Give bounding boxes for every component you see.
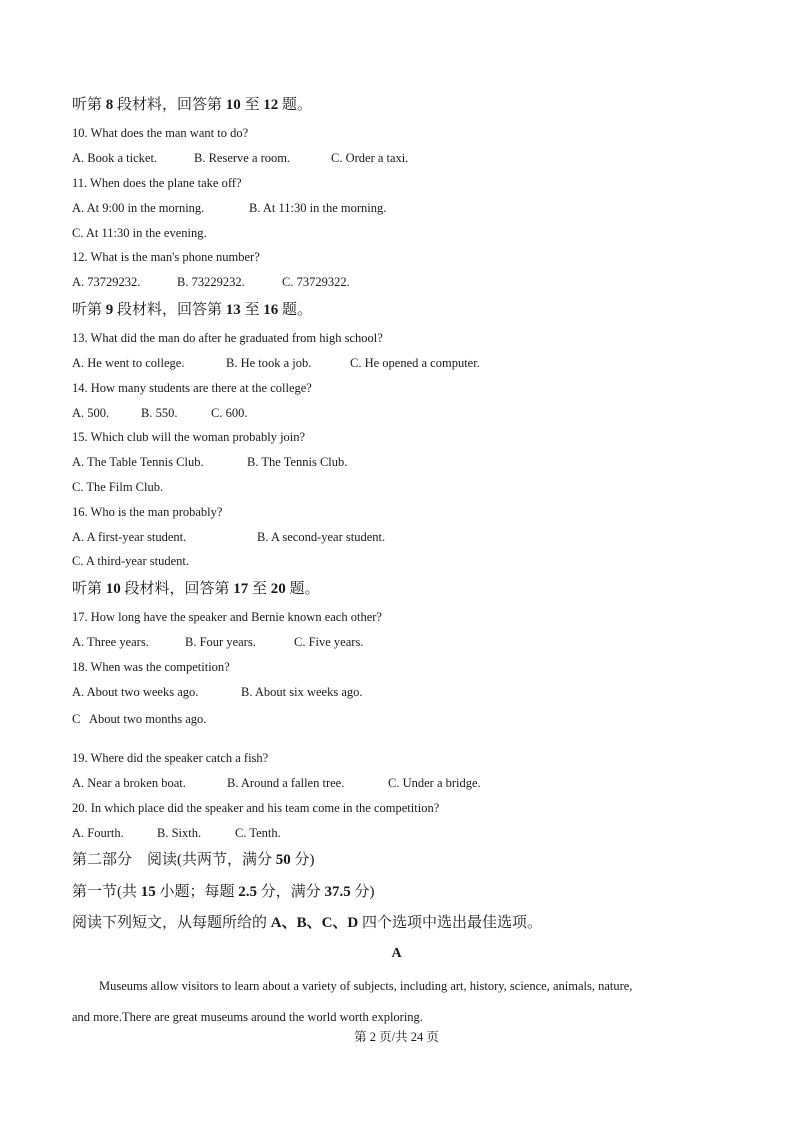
question-11: 11. When does the plane take off? [72, 176, 242, 190]
options-15: A. The Table Tennis Club. B. The Tennis Club. [72, 455, 348, 469]
question-10: 10. What does the man want to do? [72, 126, 249, 140]
section-heading-8: 听第 8 段材料，回答第 10 至 12 题。 [72, 97, 313, 113]
options-11: A. At 9:00 in the morning. B. At 11:30 in the morning. [72, 201, 387, 215]
question-18: 18. When was the competition? [72, 660, 230, 674]
options-17: A. Three years. B. Four years. C. Five years. [72, 635, 364, 649]
options-16: A. A first-year student. B. A second-year student. [72, 530, 386, 544]
question-19: 19. Where did the speaker catch a fish? [72, 751, 269, 765]
section-heading-10: 听第 10 段材料，回答第 17 至 20 题。 [72, 581, 320, 597]
options-14: A. 500. B. 550. C. 600. [72, 406, 248, 420]
options-19: A. Near a broken boat. B. Around a fallen tree. C. Under a bridge. [72, 776, 481, 790]
options-18-c: C About two months ago. [72, 712, 207, 726]
options-11-c: C. At 11:30 in the evening. [72, 226, 207, 240]
section-one-title: 第一节(共 15 小题；每题 2.5 分，满分 37.5 分) [72, 884, 375, 900]
options-10: A. Book a ticket. B. Reserve a room. C. Order a taxi. [72, 151, 409, 165]
page-footer: 第 2 页/共 24 页 [354, 1030, 439, 1044]
reading-instructions: 阅读下列短文，从每题所给的 A、B、C、D 四个选项中选出最佳选项。 [72, 915, 543, 931]
options-16-c: C. A third-year student. [72, 554, 189, 568]
passage-line-1: Museums allow visitors to learn about a variety of subjects, including art, history, science, animals, nature, [99, 979, 633, 993]
passage-line-2: and more.There are great museums around the world worth exploring. [72, 1010, 423, 1024]
options-15-c: C. The Film Club. [72, 480, 164, 494]
question-12: 12. What is the man's phone number? [72, 250, 260, 264]
question-17: 17. How long have the speaker and Bernie known each other? [72, 610, 382, 624]
question-13: 13. What did the man do after he graduated from high school? [72, 331, 383, 345]
question-15: 15. Which club will the woman probably join? [72, 430, 306, 444]
passage-label: A [391, 946, 402, 961]
question-20: 20. In which place did the speaker and his team come in the competition? [72, 801, 440, 815]
options-13: A. He went to college. B. He took a job. C. He opened a computer. [72, 356, 480, 370]
options-12: A. 73729232. B. 73229232. C. 73729322. [72, 275, 350, 289]
question-14: 14. How many students are there at the college? [72, 381, 312, 395]
section-heading-9: 听第 9 段材料，回答第 13 至 16 题。 [72, 302, 313, 318]
options-20: A. Fourth. B. Sixth. C. Tenth. [72, 826, 281, 840]
options-18: A. About two weeks ago. B. About six weeks ago. [72, 685, 363, 699]
part-two-title: 第二部分 阅读(共两节，满分 50 分) [72, 852, 315, 868]
question-16: 16. Who is the man probably? [72, 505, 223, 519]
